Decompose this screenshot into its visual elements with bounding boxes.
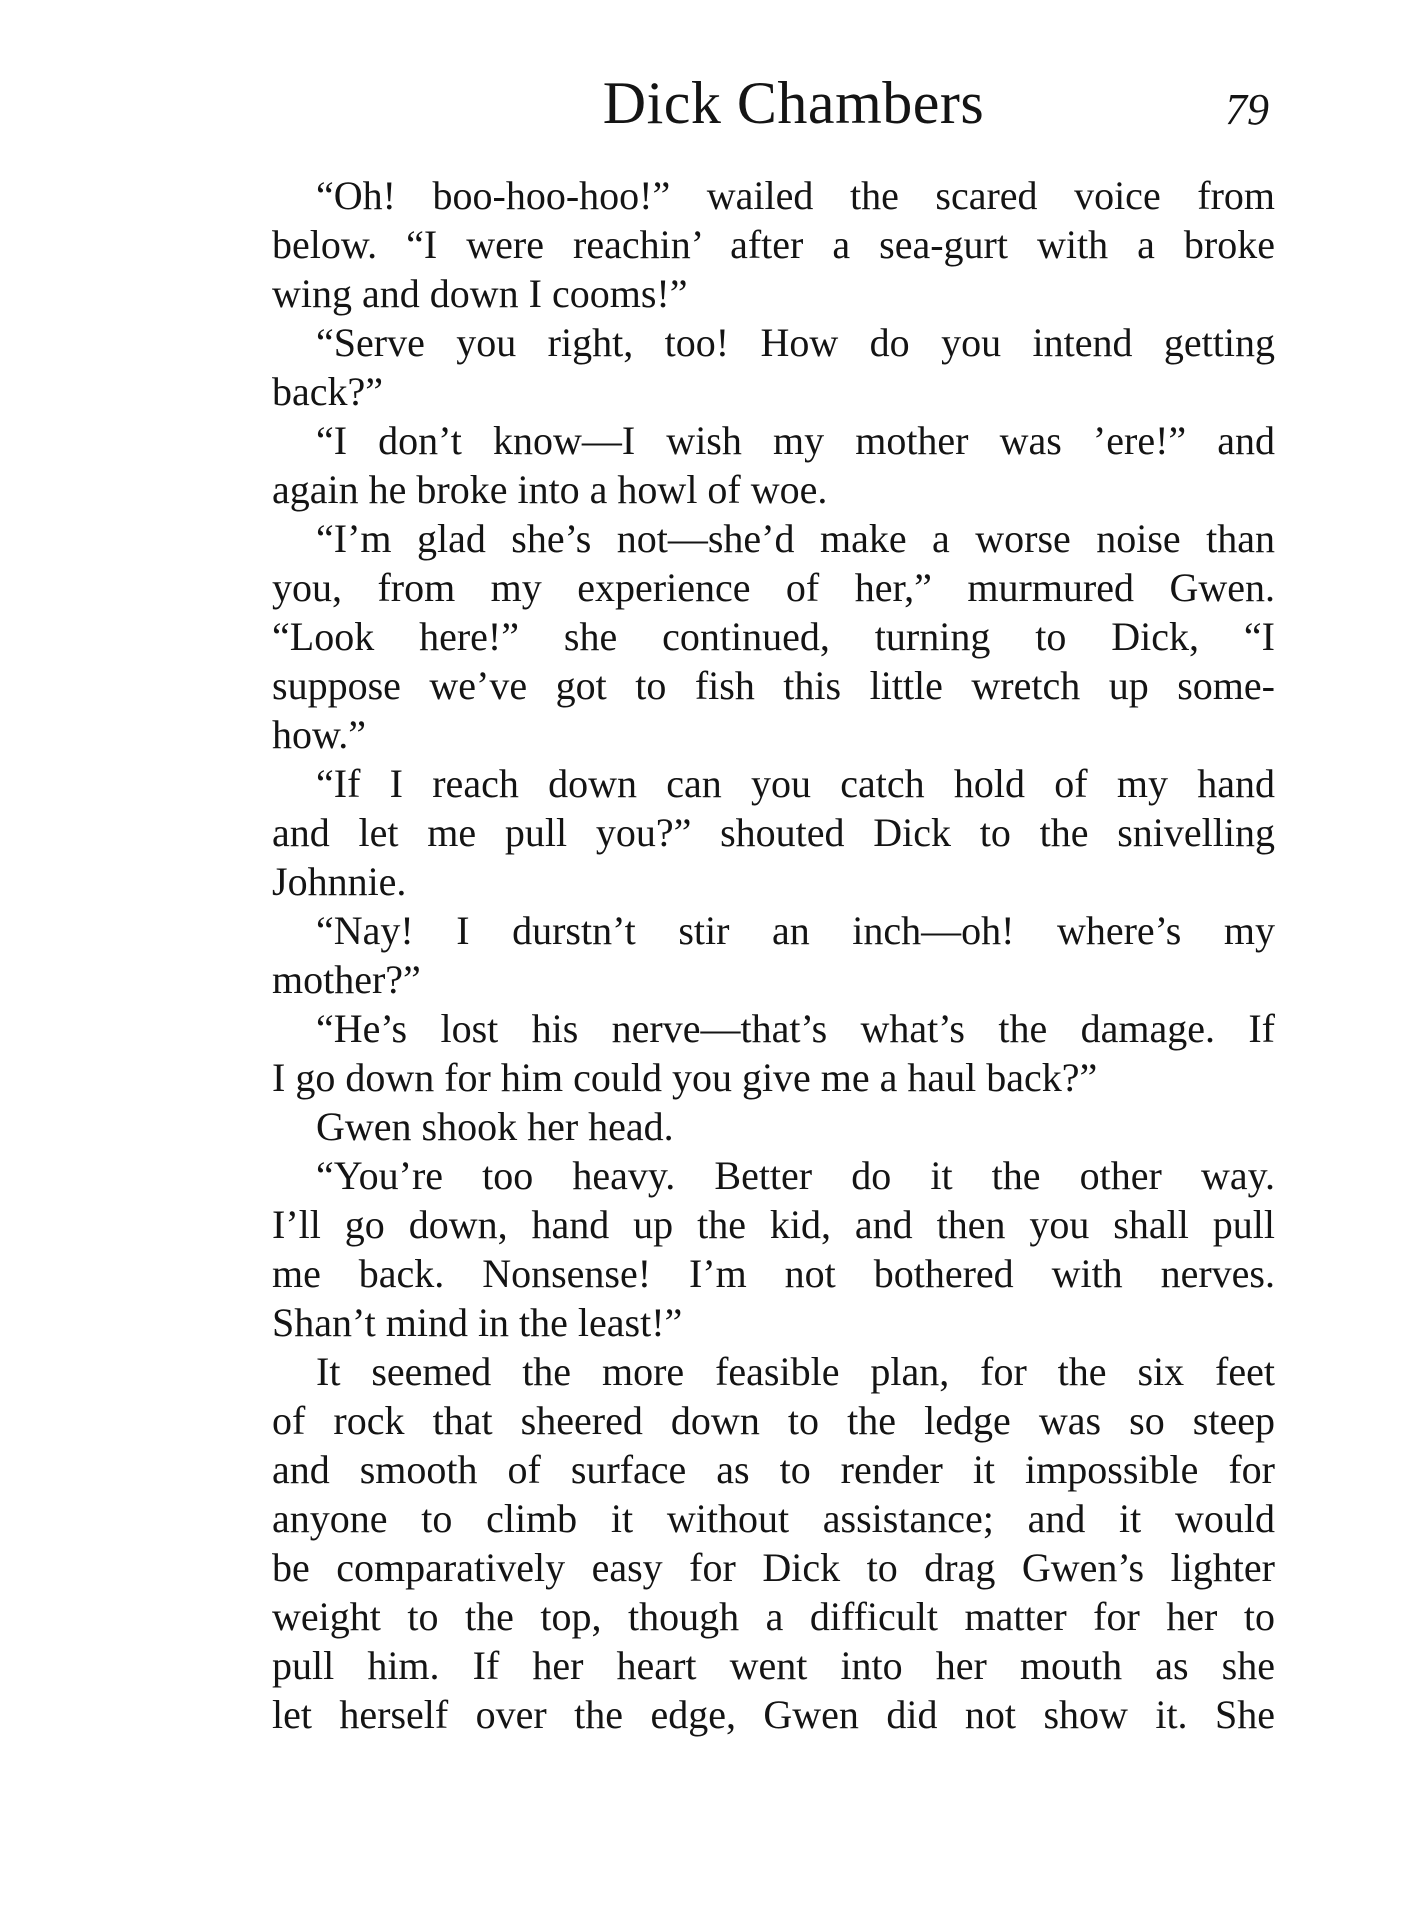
text-line: below. “I were reachin’ after a sea-gurt with a broke xyxy=(272,222,1275,267)
text-line: I go down for him could you give me a haul back?” xyxy=(272,1055,1098,1100)
running-title: Dick Chambers xyxy=(602,70,985,136)
text-line: back?” xyxy=(272,369,384,414)
text-line: “You’re too heavy. Better do it the other way. xyxy=(316,1153,1275,1198)
text-line: It seemed the more feasible plan, for the six feet xyxy=(316,1349,1275,1394)
text-line: mother?” xyxy=(272,957,421,1002)
text-line: Gwen shook her head. xyxy=(316,1104,674,1149)
text-line: “Oh! boo-hoo-hoo!” wailed the scared voice from xyxy=(316,173,1275,218)
text-line: suppose we’ve got to fish this little wretch up some- xyxy=(272,663,1275,708)
text-line: be comparatively easy for Dick to drag Gwen’s lighter xyxy=(272,1545,1275,1590)
text-line: anyone to climb it without assistance; and it would xyxy=(272,1496,1275,1541)
text-line: pull him. If her heart went into her mouth as she xyxy=(272,1643,1275,1688)
text-line: Johnnie. xyxy=(272,859,407,904)
page-number: 79 xyxy=(1225,85,1269,134)
text-line: “I’m glad she’s not—she’d make a worse noise than xyxy=(316,516,1275,561)
text-line: “He’s lost his nerve—that’s what’s the damage. If xyxy=(316,1006,1275,1051)
text-line: and smooth of surface as to render it impossible for xyxy=(272,1447,1275,1492)
text-line: Shan’t mind in the least!” xyxy=(272,1300,683,1345)
text-line: “If I reach down can you catch hold of my hand xyxy=(316,761,1275,806)
text-line: “Serve you right, too! How do you intend getting xyxy=(316,320,1275,365)
text-line: of rock that sheered down to the ledge was so steep xyxy=(272,1398,1275,1443)
text-line: “Nay! I durstn’t stir an inch—oh! where’s my xyxy=(316,908,1275,953)
text-line: “I don’t know—I wish my mother was ’ere!” and xyxy=(316,418,1275,463)
text-line: weight to the top, though a difficult matter for her to xyxy=(272,1594,1275,1639)
text-line: “Look here!” she continued, turning to Dick, “I xyxy=(272,614,1275,659)
text-line: and let me pull you?” shouted Dick to the snivelling xyxy=(272,810,1275,855)
text-line: let herself over the edge, Gwen did not show it. She xyxy=(272,1692,1275,1737)
text-line: wing and down I cooms!” xyxy=(272,271,688,316)
running-header xyxy=(272,68,1275,138)
text-line: how.” xyxy=(272,712,367,757)
text-line: me back. Nonsense! I’m not bothered with nerves. xyxy=(272,1251,1275,1296)
text-line: I’ll go down, hand up the kid, and then you shall pull xyxy=(272,1202,1275,1247)
body-text xyxy=(272,171,1275,1739)
text-line: you, from my experience of her,” murmured Gwen. xyxy=(272,565,1275,610)
text-line: again he broke into a howl of woe. xyxy=(272,467,828,512)
